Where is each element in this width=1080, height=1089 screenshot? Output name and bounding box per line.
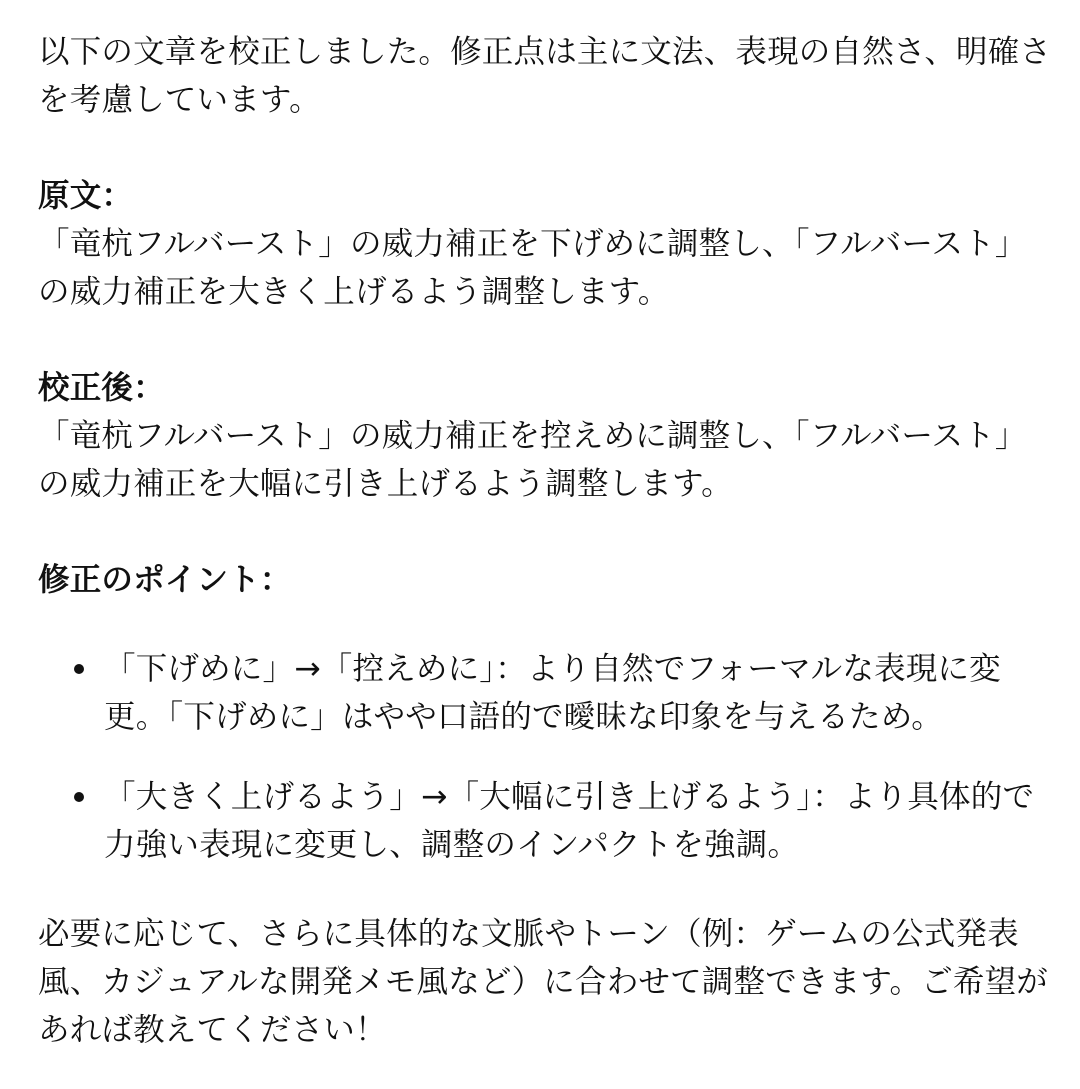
revised-section — [38, 364, 1053, 508]
list-item — [38, 773, 1053, 869]
list-item-text: 「大きく上げるよう」→「大幅に引き上げるよう」：より具体的で力強い表現に変更し、調整のインパクトを強調。 — [104, 779, 1035, 863]
list-item-text: 「下げめに」→「控えめに」：より自然でフォーマルな表現に変更。「下げめに」はやや口語的で曖昧な印象を与えるため。 — [104, 651, 1001, 735]
list-item — [38, 645, 1053, 741]
original-heading: 原文： — [38, 178, 134, 214]
revised-heading: 校正後： — [38, 370, 165, 406]
bullet-icon — [74, 664, 84, 674]
chat-message-body — [38, 28, 1053, 1054]
closing-paragraph: 必要に応じて、さらに具体的な文脈やトーン（例：ゲームの公式発表風、カジュアルな開発メモ風など）に合わせて調整できます。ご希望があれば教えてください！ — [38, 916, 1048, 1048]
original-section — [38, 172, 1053, 316]
intro-paragraph: 以下の文章を校正しました。修正点は主に文法、表現の自然さ、明確さを考慮しています。 — [38, 34, 1052, 118]
revised-text: 「竜杭フルバースト」の威力補正を控えめに調整し、「フルバースト」の威力補正を大幅に引き上げるよう調整します。 — [38, 418, 1027, 502]
points-heading: 修正のポイント： — [38, 562, 292, 598]
points-list — [38, 645, 1053, 869]
points-section — [38, 556, 1053, 869]
bullet-icon — [74, 792, 84, 802]
original-text: 「竜杭フルバースト」の威力補正を下げめに調整し、「フルバースト」の威力補正を大きく上げるよう調整します。 — [38, 226, 1027, 310]
